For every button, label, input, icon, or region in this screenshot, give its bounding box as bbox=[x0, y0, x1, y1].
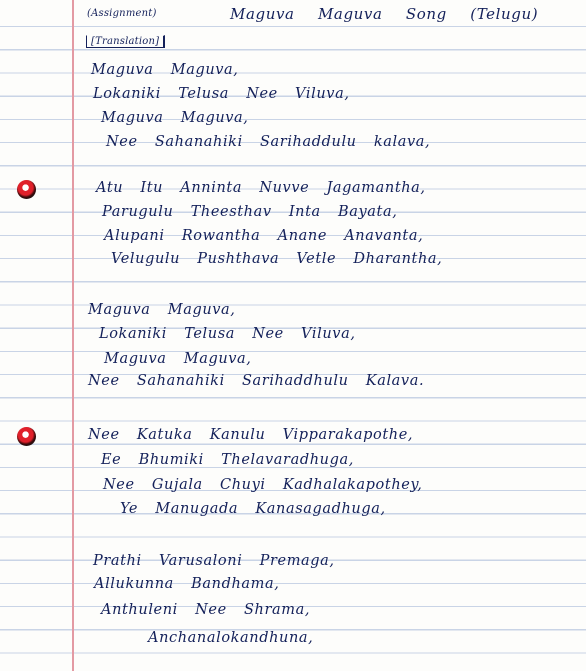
verse-line: Lokaniki Telusa Nee Viluva, bbox=[99, 326, 356, 342]
translation-label: [Translation] bbox=[86, 35, 165, 48]
verse-line: Lokaniki Telusa Nee Viluva, bbox=[93, 86, 350, 102]
verse-line: Maguva Maguva, bbox=[101, 110, 249, 126]
verse-line: Prathi Varusaloni Premaga, bbox=[93, 553, 335, 569]
verse-line: Nee Katuka Kanulu Vipparakapothe, bbox=[88, 427, 414, 443]
verse-line: Maguva Maguva, bbox=[91, 62, 239, 78]
verse-line: Velugulu Pushthava Vetle Dharantha, bbox=[111, 251, 443, 267]
verse-line: Ye Manugada Kanasagadhuga, bbox=[120, 501, 386, 517]
assignment-label: (Assignment) bbox=[87, 8, 157, 19]
verse-line: Nee Sahanahiki Sarihaddhulu Kalava. bbox=[88, 373, 425, 389]
verse-line: Nee Gujala Chuyi Kadhalakapothey, bbox=[103, 477, 423, 493]
verse-line: Allukunna Bandhama, bbox=[94, 576, 280, 592]
punch-hole-lower bbox=[17, 427, 36, 446]
verse-line: Maguva Maguva, bbox=[88, 302, 236, 318]
margin-line bbox=[72, 0, 74, 671]
verse-line: Ee Bhumiki Thelavaradhuga, bbox=[101, 452, 354, 468]
verse-line: Nee Sahanahiki Sarihaddulu kalava, bbox=[106, 134, 431, 150]
punch-hole-upper bbox=[17, 180, 36, 199]
verse-line: Alupani Rowantha Anane Anavanta, bbox=[104, 228, 424, 244]
verse-line: Parugulu Theesthav Inta Bayata, bbox=[102, 204, 398, 220]
page-title: Maguva Maguva Song (Telugu) bbox=[230, 5, 539, 23]
verse-line: Anchanalokandhuna, bbox=[148, 630, 314, 646]
verse-line: Atu Itu Anninta Nuvve Jagamantha, bbox=[96, 180, 426, 196]
verse-line: Anthuleni Nee Shrama, bbox=[101, 602, 311, 618]
verse-line: Maguva Maguva, bbox=[104, 351, 252, 367]
